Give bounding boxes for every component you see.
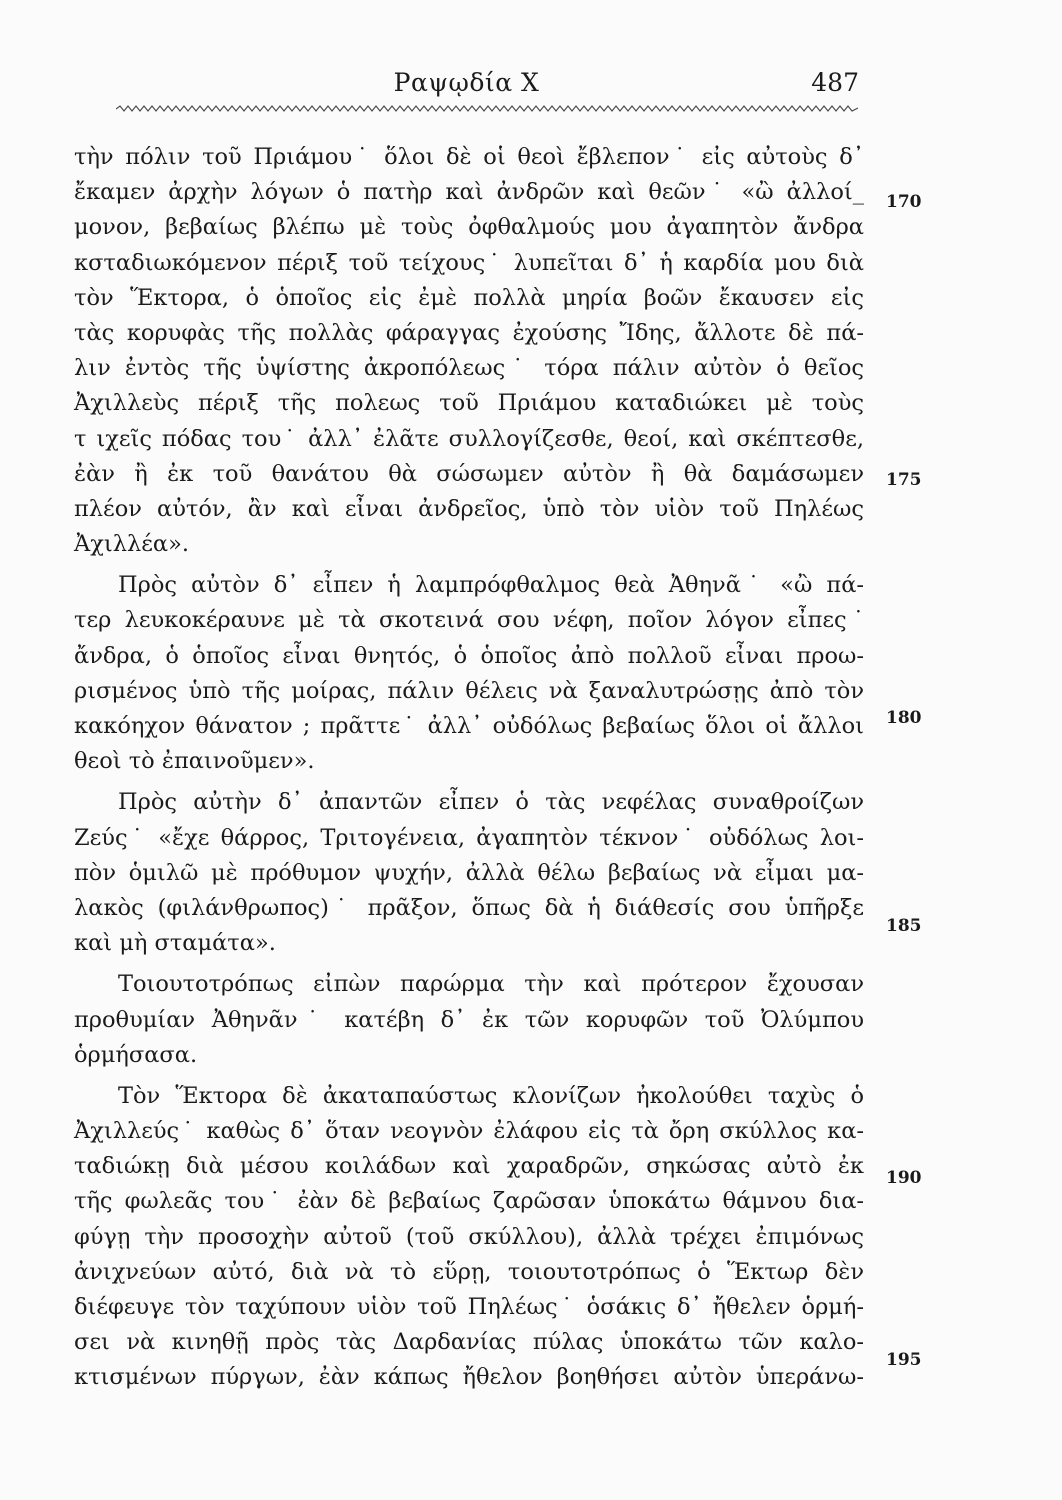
body-text xyxy=(74,140,864,1396)
text-line: ἀνιχνεύων αὐτό, διὰ νὰ τὸ εὕρῃ, τοιουτοτρόπως ὁ Ἕκτωρ δὲν xyxy=(74,1258,864,1285)
text-line: τὰς κορυφὰς τῆς πολλὰς φάραγγας ἐχούσης Ἴδης, ἄλλοτε δὲ πά- xyxy=(74,319,864,346)
text-line: λιν ἐντὸς τῆς ὑψίστης ἀκροπόλεως˙ τόρα πάλιν αὐτὸν ὁ θεῖος xyxy=(74,355,864,382)
text-line: ἔκαμεν ἀρχὴν λόγων ὁ πατὴρ καὶ ἀνδρῶν καὶ θεῶν˙ «ὢ ἀλλοί_ xyxy=(74,179,864,206)
text-line: τὴν πόλιν τοῦ Πριάμου˙ ὅλοι δὲ οἱ θεοὶ ἔβλεπον˙ εἰς αὐτοὺς δ᾽ xyxy=(74,144,864,170)
text-line: ἄνδρα, ὁ ὁποῖος εἶναι θνητός, ὁ ὁποῖος ἀπὸ πολλοῦ εἶναι προω- xyxy=(74,642,864,669)
text-line: λακὸς (φιλάνθρωπος)˙ πρᾶξον, ὅπως δὰ ἡ διάθεσίς σου ὑπῆρξε xyxy=(74,894,864,921)
text-line: Ἀχιλλέα». xyxy=(74,531,189,558)
text-line: Πρὸς αὐτὴν δ᾽ ἀπαντῶν εἶπεν ὁ τὰς νεφέλας συναθροίζων xyxy=(118,789,864,816)
text-line: Ζεύς˙ «ἔχε θάρρος, Τριτογένεια, ἀγαπητὸν τέκνον˙ οὐδόλως λοι- xyxy=(74,824,864,851)
text-line: τ ιχεῖς πόδας του˙ ἀλλ᾽ ἐλᾶτε συλλογίζεσθε, θεοί, καὶ σκέπτεσθε, xyxy=(74,425,864,452)
text-line: ρισμένος ὑπὸ τῆς μοίρας, πάλιν θέλεις νὰ ξαναλυτρώσῃς ἀπὸ τὸν xyxy=(74,677,864,704)
text-line: Τὸν Ἕκτορα δὲ ἀκαταπαύστως κλονίζων ἠκολούθει ταχὺς ὁ xyxy=(118,1082,864,1109)
text-line: Ἀχιλλεύς˙ καθὼς δ᾽ ὅταν νεογνὸν ἐλάφου εἰς τὰ ὄρη σκύλλος κα- xyxy=(74,1118,864,1145)
line-number-170: 170 xyxy=(886,192,922,212)
text-line: ὁρμήσασα. xyxy=(74,1041,198,1068)
text-line: καὶ μὴ σταμάτα». xyxy=(74,930,276,957)
line-number-195: 195 xyxy=(886,1350,922,1370)
text-line: Τοιουτοτρόπως εἰπὼν παρώρμα τὴν καὶ πρότερον ἔχουσαν xyxy=(118,971,864,998)
text-line: μονον, βεβαίως βλέπω μὲ τοὺς ὀφθαλμούς μου ἀγαπητὸν ἄνδρα xyxy=(74,214,864,241)
text-line: Ἀχιλλεὺς πέριξ τῆς πολεως τοῦ Πριάμου καταδιώκει μὲ τοὺς xyxy=(74,390,864,417)
text-line: τῆς φωλεᾶς του˙ ἐὰν δὲ βεβαίως ζαρῶσαν ὑποκάτω θάμνου δια- xyxy=(74,1188,864,1215)
line-number-185: 185 xyxy=(886,916,922,936)
header-ornament-rule xyxy=(116,104,858,114)
line-number-180: 180 xyxy=(886,708,922,728)
line-number-190: 190 xyxy=(886,1168,922,1188)
text-line: διέφευγε τὸν ταχύπουν υἱὸν τοῦ Πηλέως˙ ὁσάκις δ᾽ ἤθελεν ὁρμή- xyxy=(74,1294,864,1320)
line-number-175: 175 xyxy=(886,470,922,490)
text-line: πὸν ὁμιλῶ μὲ πρόθυμον ψυχήν, ἀλλὰ θέλω βεβαίως νὰ εἶμαι μα- xyxy=(74,859,864,886)
page-number: 487 xyxy=(811,68,859,97)
running-header xyxy=(74,68,859,102)
text-line: προθυμίαν Ἀθηνᾶν˙ κατέβη δ᾽ ἐκ τῶν κορυφῶν τοῦ Ὀλύμπου xyxy=(74,1006,864,1033)
header-title: Ραψῳδία Χ xyxy=(393,68,540,97)
text-line: θεοὶ τὸ ἐπαινοῦμεν». xyxy=(74,748,315,775)
text-line: κτισμένων πύργων, ἐὰν κάπως ἤθελον βοηθήσει αὐτὸν ὑπεράνω- xyxy=(74,1364,864,1391)
text-line: κακόηχον θάνατον ; πρᾶττε˙ ἀλλ᾽ οὐδόλως βεβαίως ὅλοι οἱ ἄλλοι xyxy=(74,713,864,739)
text-line: πλέον αὐτόν, ἂν καὶ εἶναι ἀνδρεῖος, ὑπὸ τὸν υἱὸν τοῦ Πηλέως xyxy=(74,495,864,522)
text-line: φύγῃ τὴν προσοχὴν αὐτοῦ (τοῦ σκύλλου), ἀλλὰ τρέχει ἐπιμόνως xyxy=(74,1223,864,1250)
text-line: τὸν Ἕκτορα, ὁ ὁποῖος εἰς ἐμὲ πολλὰ μηρία βοῶν ἔκαυσεν εἰς xyxy=(74,284,864,311)
text-line: ἐὰν ἢ ἐκ τοῦ θανάτου θὰ σώσωμεν αὐτὸν ἢ θὰ δαμάσωμεν xyxy=(74,460,864,487)
text-line: ταδιώκῃ διὰ μέσου κοιλάδων καὶ χαραδρῶν, σηκώσας αὐτὸ ἐκ xyxy=(74,1153,864,1180)
text-line: Πρὸς αὐτὸν δ᾽ εἶπεν ἡ λαμπρόφθαλμος θεὰ Ἀθηνᾶ˙ «ὢ πά- xyxy=(118,572,864,599)
text-line: κσταδιωκόμενον πέριξ τοῦ τείχους˙ λυπεῖται δ᾽ ἡ καρδία μου διὰ xyxy=(74,249,864,276)
text-line: τερ λευκοκέραυνε μὲ τὰ σκοτεινά σου νέφη, ποῖον λόγον εἶπες˙ xyxy=(74,607,864,634)
text-line: σει νὰ κινηθῇ πρὸς τὰς Δαρδανίας πύλας ὑποκάτω τῶν καλο- xyxy=(74,1329,864,1356)
